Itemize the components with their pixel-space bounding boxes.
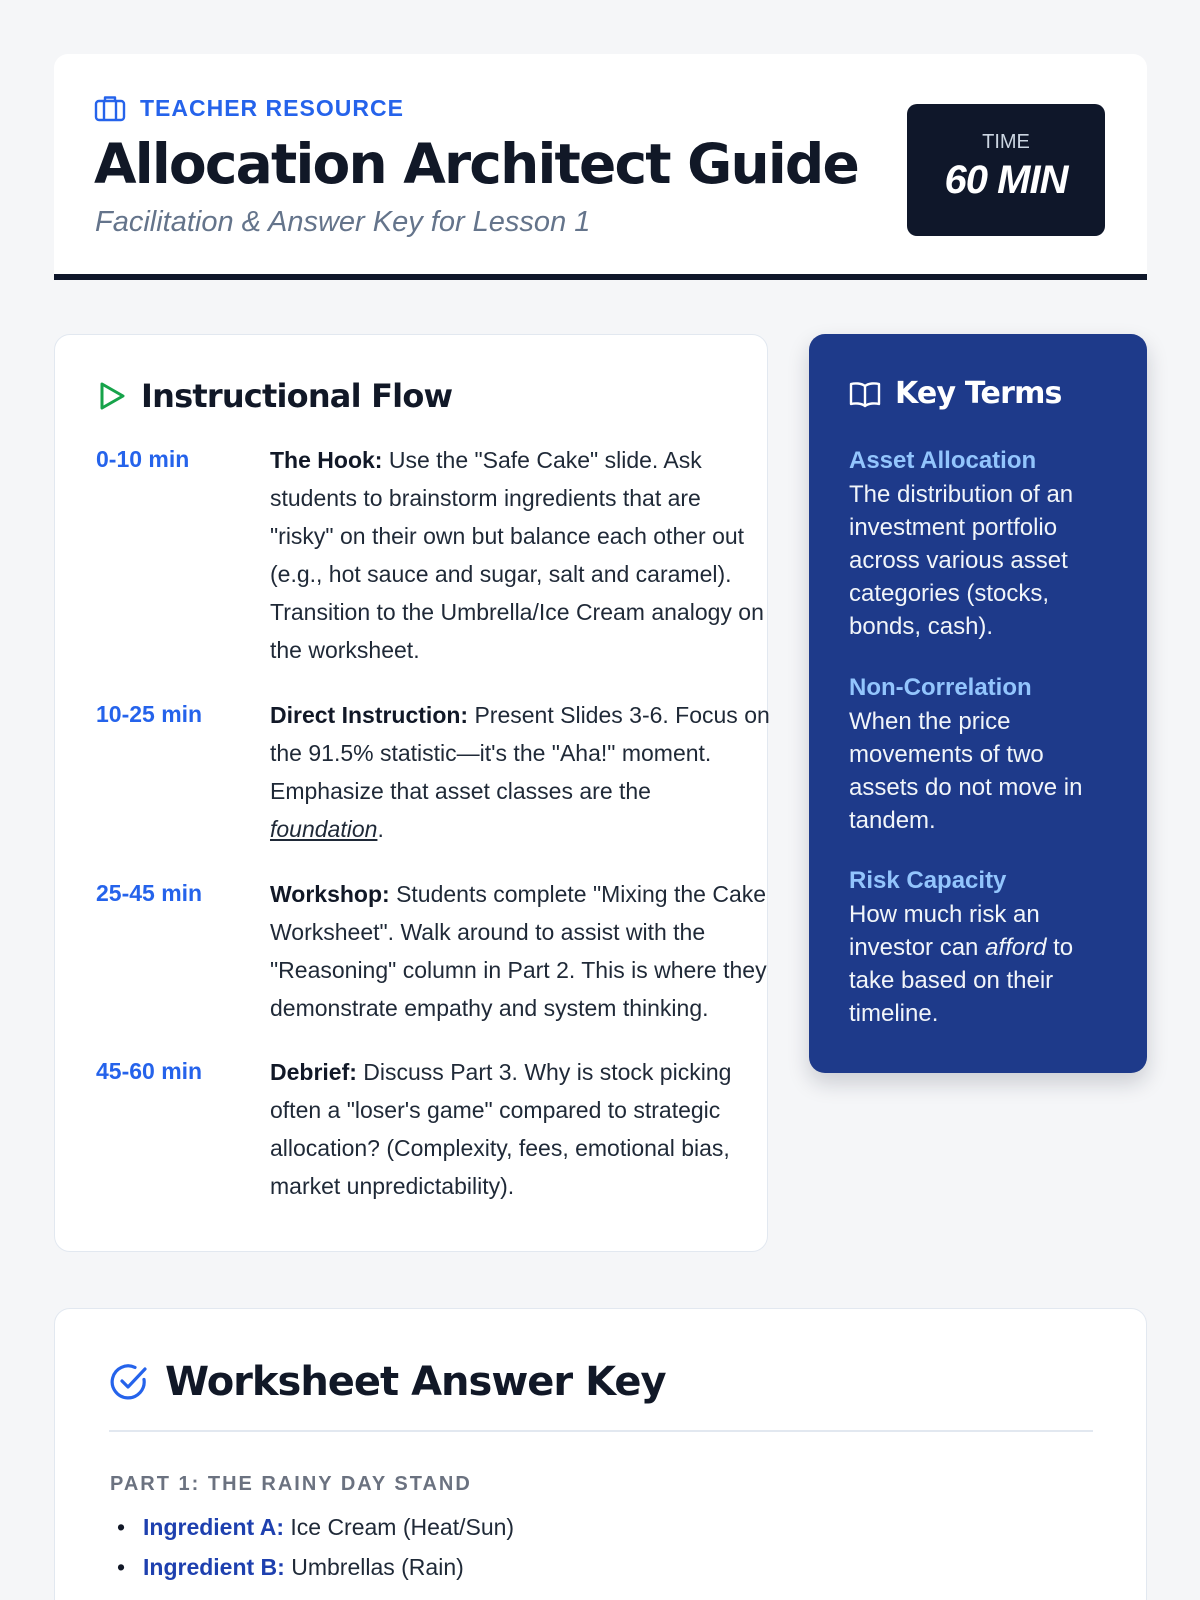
flow-heading-text: Direct Instruction: <box>270 702 469 728</box>
flow-tail-text: . <box>377 816 384 842</box>
terms-heading <box>849 376 1062 411</box>
book-open-icon <box>849 380 881 408</box>
answer-list <box>117 1507 514 1587</box>
term-def-start: How much risk an investor can <box>849 901 1040 961</box>
check-circle-icon <box>109 1362 149 1402</box>
flow-body-text: Use the "Safe Cake" slide. Ask students to brainstorm ingredients that are "risky" on their own but balance each other out (e.g., hot sauce and sugar, salt and caramel). Transition to the Umbrella/Ice Cream analogy on the worksheet. <box>270 447 764 663</box>
answer-item <box>117 1547 514 1587</box>
flow-body-text: Students complete "Mixing the Cake Worksheet". Walk around to assist with the "Reasoning" column in Part 2. This is where they demonstrate empathy and system thinking. <box>270 881 767 1021</box>
page-header <box>54 54 1147 280</box>
divider <box>109 1430 1093 1432</box>
time-label: TIME <box>982 131 1030 153</box>
flow-time: 45-60 min <box>96 1058 203 1084</box>
term-item <box>849 864 1109 1030</box>
term-def-emphasis: afford <box>985 934 1047 961</box>
answer-value: Umbrellas (Rain) <box>284 1554 464 1580</box>
term-definition <box>849 898 1109 1030</box>
flow-title: Instructional Flow <box>141 377 453 415</box>
answer-value: Ice Cream (Heat/Sun) <box>283 1514 515 1540</box>
flow-body-text: Present Slides 3-6. Focus on the 91.5% statistic—it's the "Aha!" moment. Emphasize that asset classes are the <box>270 702 770 804</box>
flow-time: 25-45 min <box>96 880 203 906</box>
answer-key-card <box>54 1308 1147 1600</box>
part-label: PART 1: THE RAINY DAY STAND <box>110 1473 472 1495</box>
term-name: Non-Correlation <box>849 674 1032 701</box>
term-name: Asset Allocation <box>849 447 1037 474</box>
term-item <box>849 671 1109 837</box>
page-subtitle: Facilitation & Answer Key for Lesson 1 <box>95 206 591 238</box>
answer-key-heading <box>109 1359 666 1405</box>
flow-heading <box>97 377 452 415</box>
briefcase-icon <box>94 94 126 122</box>
flow-description <box>270 696 770 848</box>
flow-description <box>270 441 770 669</box>
terms-title: Key Terms <box>895 376 1062 411</box>
answer-label: Ingredient A: <box>143 1514 284 1540</box>
flow-body-text: Discuss Part 3. Why is stock picking often a "loser's game" compared to strategic allocation? (Complexity, fees, emotional bias, market unpredictability). <box>270 1059 732 1199</box>
term-item <box>849 444 1109 643</box>
answer-item <box>117 1507 514 1547</box>
instructional-flow-card <box>54 334 768 1252</box>
page-title: Allocation Architect Guide <box>94 132 858 196</box>
answer-label: Ingredient B: <box>143 1554 285 1580</box>
key-terms-card <box>809 334 1147 1073</box>
flow-description <box>270 875 770 1027</box>
term-name: Risk Capacity <box>849 867 1007 894</box>
term-definition: When the price movements of two assets do not move in tandem. <box>849 708 1083 834</box>
flow-description <box>270 1053 770 1205</box>
eyebrow-text: TEACHER RESOURCE <box>140 94 404 121</box>
flow-time: 0-10 min <box>96 446 190 472</box>
flow-heading-text: The Hook: <box>270 447 383 473</box>
play-icon <box>97 380 127 412</box>
flow-heading-text: Debrief: <box>270 1059 357 1085</box>
time-value: 60 MIN <box>944 158 1068 202</box>
time-badge <box>907 104 1105 236</box>
flow-time: 10-25 min <box>96 701 203 727</box>
answer-key-title: Worksheet Answer Key <box>165 1359 666 1405</box>
flow-emphasis-text: foundation <box>270 816 378 842</box>
term-def-end: to take based on their timeline. <box>849 934 1074 1027</box>
eyebrow <box>94 94 404 122</box>
flow-heading-text: Workshop: <box>270 881 390 907</box>
term-definition: The distribution of an investment portfolio across various asset categories (stocks, bonds, cash). <box>849 481 1074 640</box>
